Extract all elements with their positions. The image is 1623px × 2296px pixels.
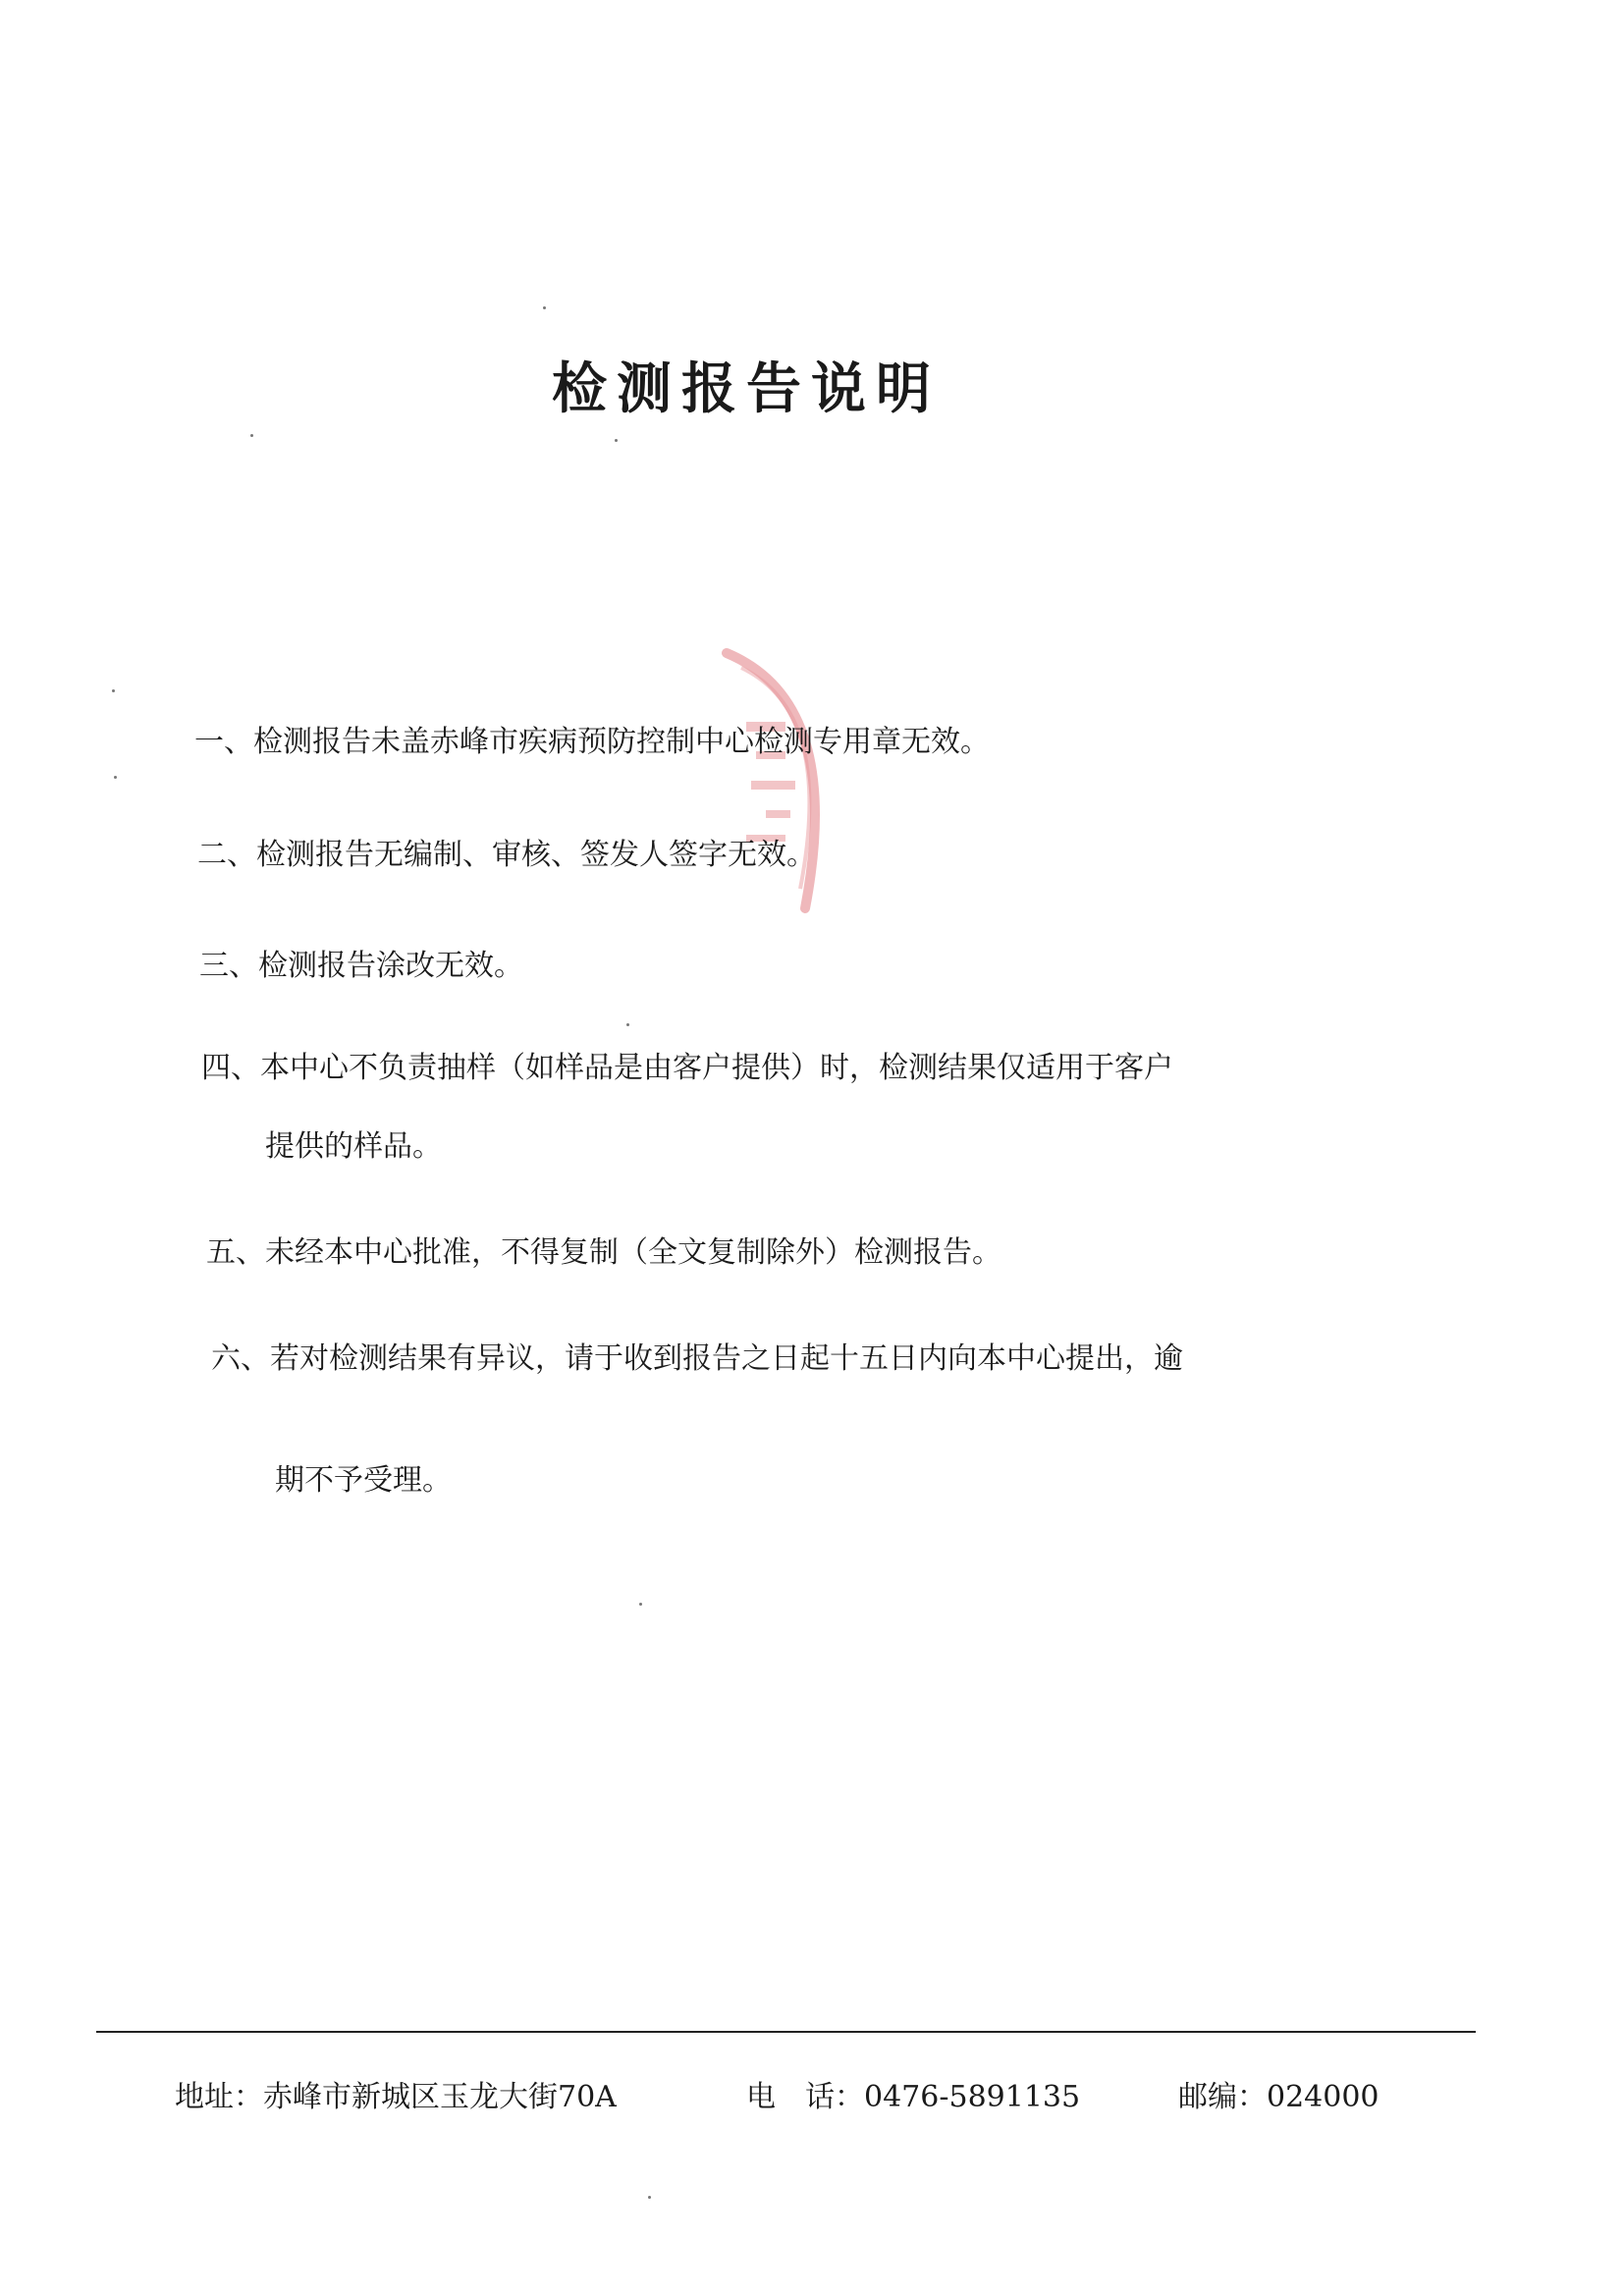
scan-speck <box>615 439 618 442</box>
scan-speck <box>250 434 253 437</box>
note-item-1: 一、检测报告未盖赤峰市疾病预防控制中心检测专用章无效。 <box>194 725 990 759</box>
note-item-6-continued: 期不予受理。 <box>275 1463 452 1498</box>
note-item-3: 三、检测报告涂改无效。 <box>199 949 523 983</box>
footer-divider <box>96 2031 1476 2033</box>
scan-speck <box>626 1023 629 1026</box>
note-item-4: 四、本中心不负责抽样（如样品是由客户提供）时，检测结果仅适用于客户 <box>201 1051 1173 1085</box>
footer-address: 地址：赤峰市新城区玉龙大街70A <box>175 2080 617 2114</box>
note-item-2: 二、检测报告无编制、审核、签发人签字无效。 <box>197 838 816 872</box>
scan-speck <box>648 2196 651 2199</box>
scan-speck <box>114 776 117 779</box>
footer-postcode: 邮编：024000 <box>1178 2080 1380 2114</box>
note-item-6: 六、若对检测结果有异议，请于收到报告之日起十五日内向本中心提出，逾 <box>211 1341 1183 1376</box>
note-item-5: 五、未经本中心批准，不得复制（全文复制除外）检测报告。 <box>206 1235 1001 1270</box>
page-title: 检测报告说明 <box>552 356 941 421</box>
official-seal-stamp <box>687 643 923 938</box>
scan-speck <box>112 689 115 692</box>
scan-speck <box>543 306 546 309</box>
scan-speck <box>639 1603 642 1606</box>
footer-phone: 电 话：0476-5891135 <box>746 2080 1081 2114</box>
note-item-4-continued: 提供的样品。 <box>265 1129 442 1164</box>
